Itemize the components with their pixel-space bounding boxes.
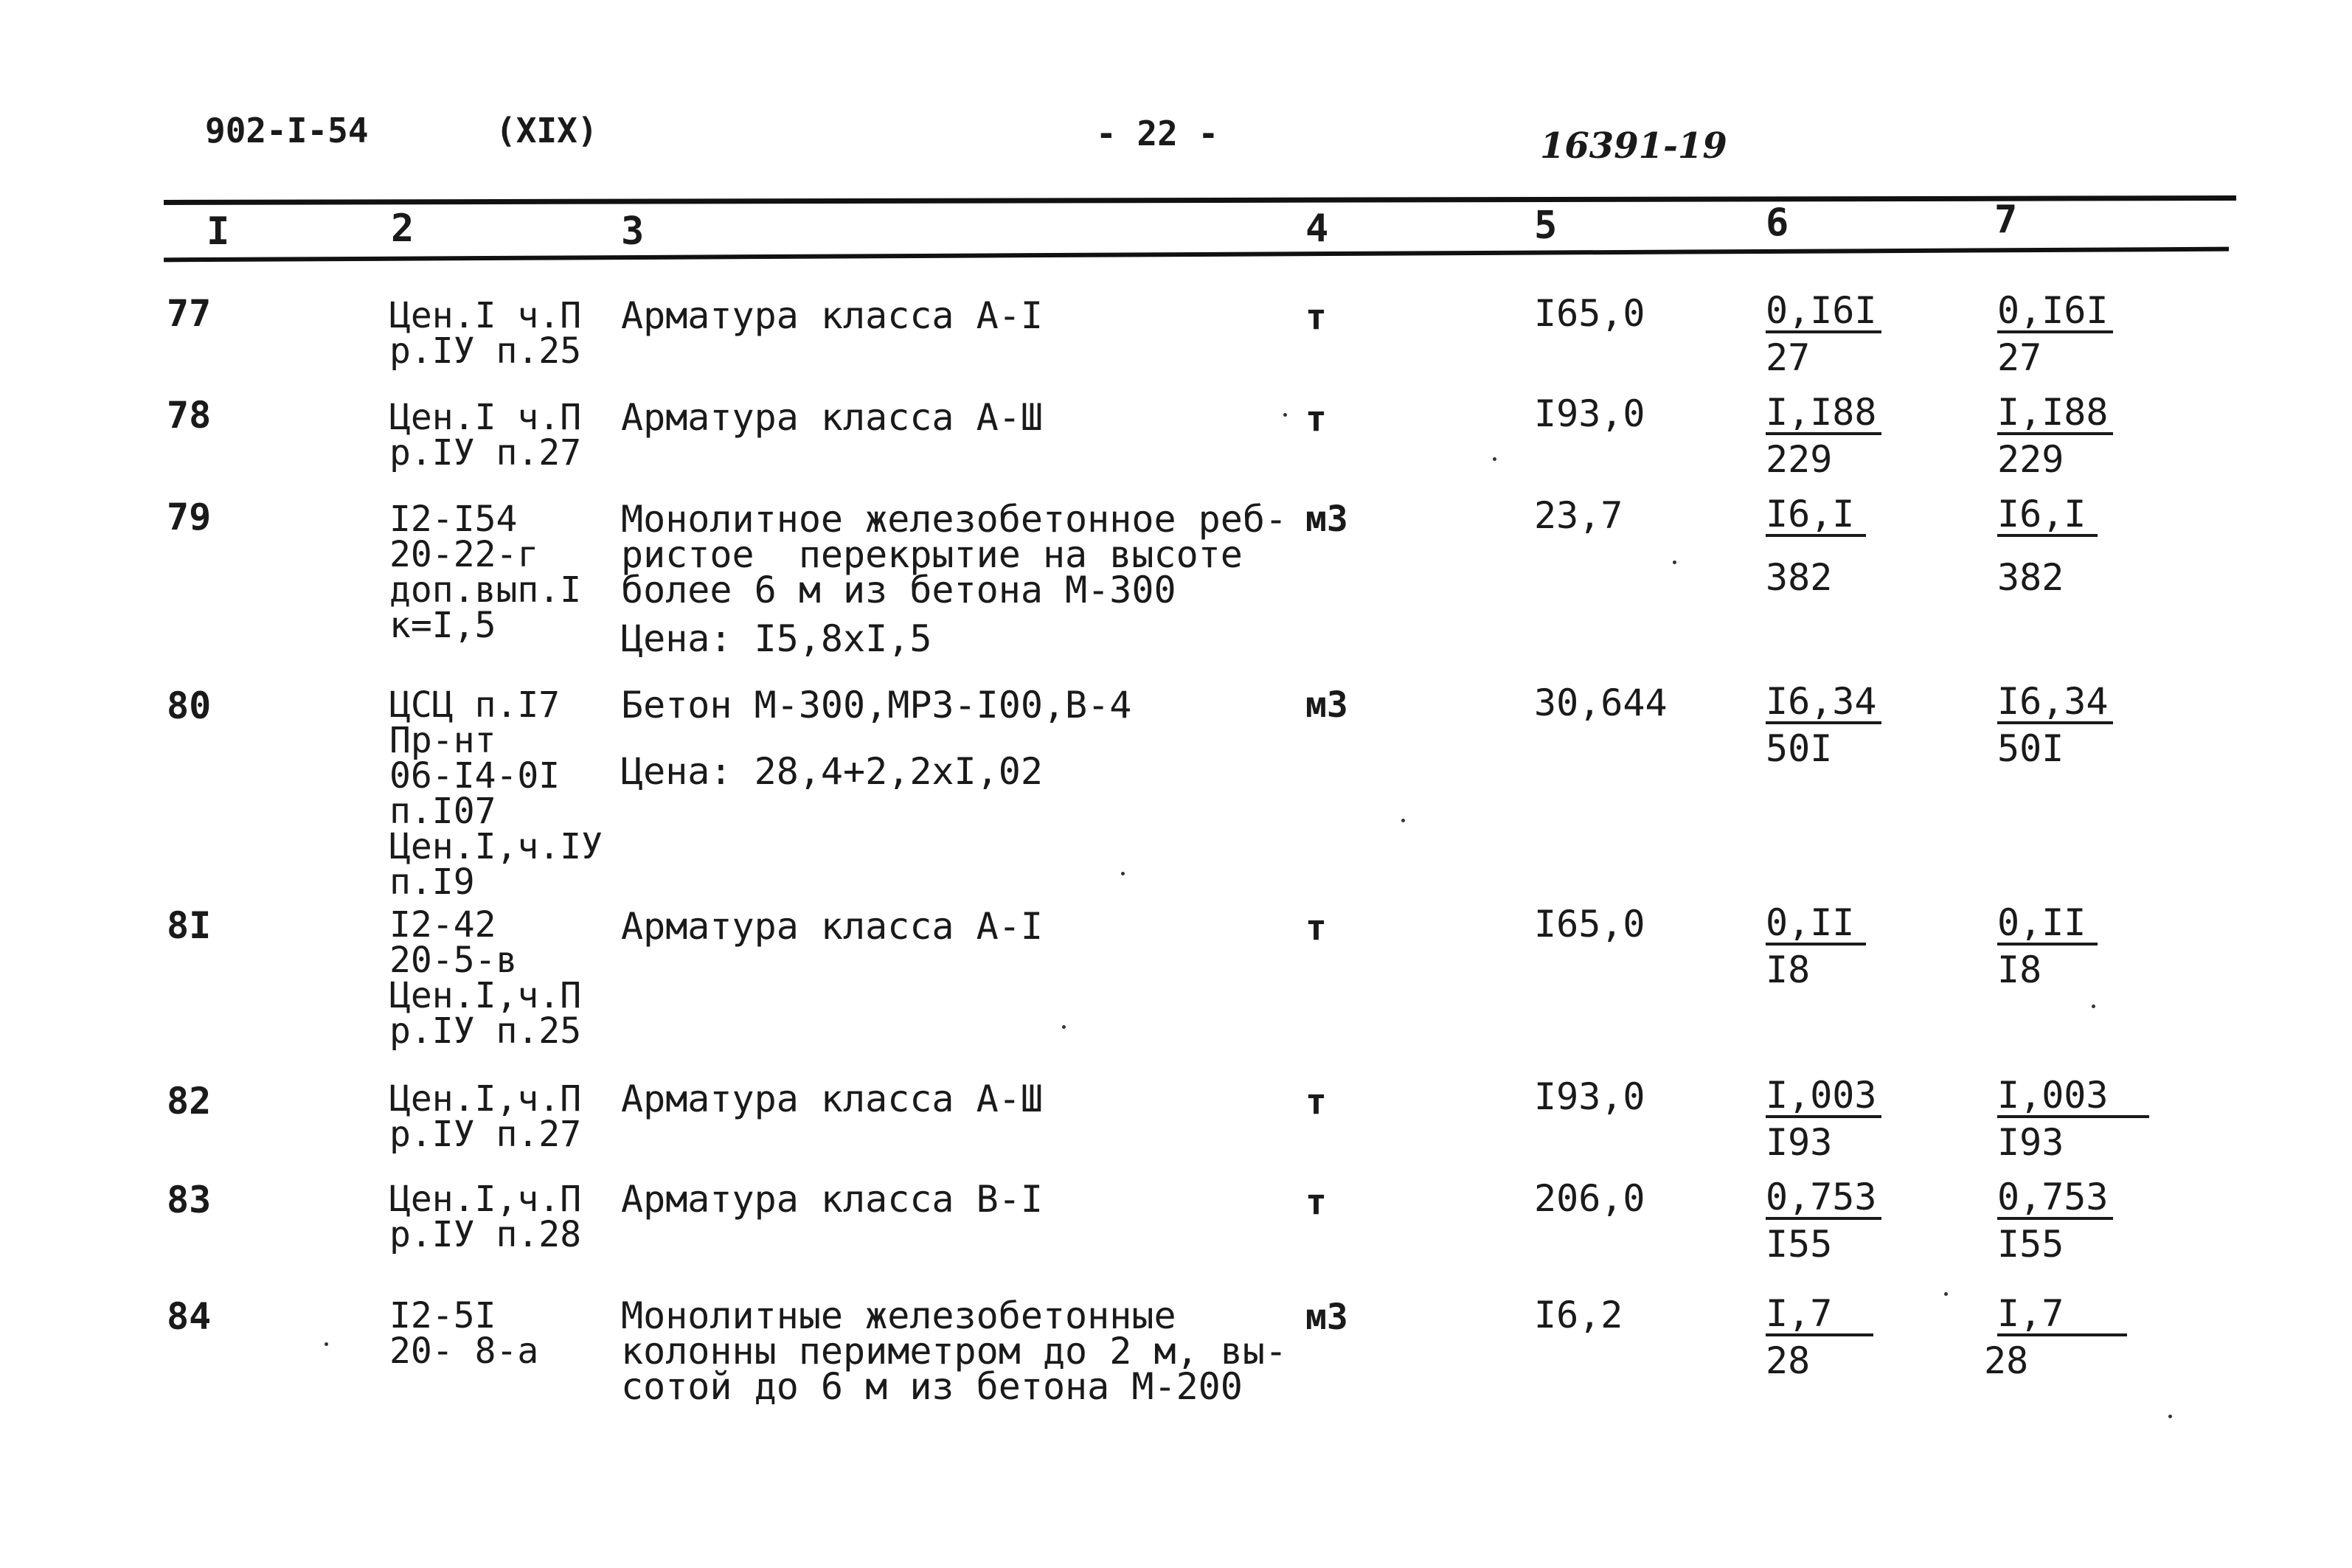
handwritten-code: 16391-19: [1540, 125, 1727, 167]
unit-price: I93,0: [1534, 392, 1645, 435]
row-number: 83: [167, 1179, 212, 1221]
scan-speck: [1673, 561, 1676, 564]
rate-code: I2-5I 20- 8-а: [389, 1295, 539, 1372]
row-number: 8I: [167, 904, 212, 947]
scan-speck: [1401, 819, 1405, 822]
rate-code: Цен.I ч.П р.IУ п.27: [389, 397, 582, 473]
scan-speck: [1121, 872, 1125, 875]
unit: т: [1305, 296, 1327, 338]
rate-code: Цен.I,ч.П р.IУ п.28: [389, 1179, 582, 1255]
column-7-value: $\frac{I,7}{28}$: [1984, 1295, 2127, 1379]
document-code: 902-I-54: [205, 111, 369, 150]
column-7-value: $\frac{I6,I}{382}$: [1997, 496, 2098, 596]
unit: м3: [1305, 1297, 1348, 1338]
scan-speck: [2168, 1415, 2172, 1418]
item-description: Бетон М-300,МРЗ-I00,В-4: [621, 684, 1132, 726]
unit: т: [1305, 1081, 1327, 1123]
row-number: 84: [167, 1295, 212, 1338]
row-number: 82: [167, 1080, 212, 1123]
rate-code: Цен.I ч.П р.IУ п.25: [389, 295, 582, 372]
column-header-5: 5: [1534, 204, 1558, 248]
column-6-value: $\frac{0,I6I}{27}$: [1766, 292, 1881, 376]
unit-price: 23,7: [1534, 494, 1623, 537]
row-number: 78: [167, 394, 212, 437]
item-description: Арматура класса В-I: [621, 1178, 1043, 1221]
unit: м3: [1305, 499, 1348, 540]
unit: т: [1305, 1182, 1327, 1223]
item-description: Арматура класса А-I: [621, 294, 1043, 337]
unit-price: I6,2: [1534, 1294, 1623, 1336]
scan-speck: [1062, 1025, 1066, 1029]
scan-speck: [325, 1342, 328, 1346]
item-description: Арматура класса А-Ш: [621, 396, 1043, 439]
unit-price: 30,644: [1534, 681, 1668, 724]
price-formula: Цена: 28,4+2,2хI,02: [621, 750, 1043, 793]
price-formula: Цена: I5,8хI,5: [621, 617, 932, 660]
item-description: Монолитное железобетонное реб- ристое перекрытие на высоте более 6 м из бетона М-300: [621, 498, 1288, 611]
column-header-7: 7: [1994, 198, 2018, 242]
column-7-value: $\frac{I,I88}{229}$: [1997, 394, 2113, 478]
column-7-value: $\frac{I6,34}{50I}$: [1997, 683, 2113, 767]
unit: м3: [1305, 684, 1348, 726]
column-header-2: 2: [391, 207, 414, 251]
page-number: - 22 -: [1096, 114, 1219, 153]
unit: т: [1305, 398, 1327, 440]
item-description: Монолитные железобетонные колонны периметром до 2 м, вы- сотой до 6 м из бетона М-200: [621, 1294, 1288, 1408]
column-6-value: $\frac{I,I88}{229}$: [1766, 394, 1881, 478]
scan-speck: [1944, 1292, 1948, 1296]
rate-code: I2-I54 20-22-г доп.вып.I к=I,5: [389, 499, 582, 646]
column-7-value: $\frac{0,II}{I8}$: [1997, 904, 2098, 988]
item-description: Арматура класса А-I: [621, 905, 1043, 948]
row-number: 77: [167, 292, 212, 335]
scan-speck: [1493, 457, 1496, 461]
column-6-value: $\frac{I6,34}{50I}$: [1766, 683, 1881, 767]
scan-speck: [2092, 1005, 2095, 1008]
unit-price: I93,0: [1534, 1075, 1645, 1118]
scan-speck: [1283, 413, 1287, 417]
unit-price: 206,0: [1534, 1177, 1645, 1220]
column-header-6: 6: [1766, 201, 1789, 245]
column-7-value: $\frac{0,I6I}{27}$: [1997, 292, 2113, 376]
column-6-value: $\frac{0,II}{I8}$: [1766, 904, 1866, 988]
rate-code: Цен.I,ч.П р.IУ п.27: [389, 1078, 582, 1155]
row-number: 79: [167, 496, 212, 538]
item-description: Арматура класса А-Ш: [621, 1078, 1043, 1120]
table-top-rule: [164, 195, 2236, 205]
column-6-value: $\frac{0,753}{I55}$: [1766, 1179, 1881, 1263]
row-number: 80: [167, 684, 212, 727]
rate-code: I2-42 20-5-в Цен.I,ч.П р.IУ п.25: [389, 904, 582, 1052]
column-7-value: $\frac{I,003}{I93}$: [1997, 1077, 2149, 1161]
header-bottom-rule: [164, 247, 2229, 263]
column-header-3: 3: [621, 209, 645, 254]
unit: т: [1305, 907, 1327, 948]
column-6-value: $\frac{I,003}{I93}$: [1766, 1077, 1881, 1161]
column-7-value: $\frac{0,753}{I55}$: [1997, 1179, 2113, 1263]
unit-price: I65,0: [1534, 903, 1645, 946]
rate-code: ЦСЦ п.I7 Пр-нт 06-I4-0I п.I07 Цен.I,ч.IУ п.I9: [389, 684, 603, 903]
section-number: (XIX): [496, 111, 598, 150]
column-header-4: 4: [1305, 207, 1329, 251]
unit-price: I65,0: [1534, 292, 1645, 335]
column-6-value: $\frac{I,7}{28}$: [1766, 1295, 1873, 1379]
column-6-value: $\frac{I6,I}{382}$: [1766, 496, 1866, 596]
column-header-1: I: [207, 209, 230, 254]
